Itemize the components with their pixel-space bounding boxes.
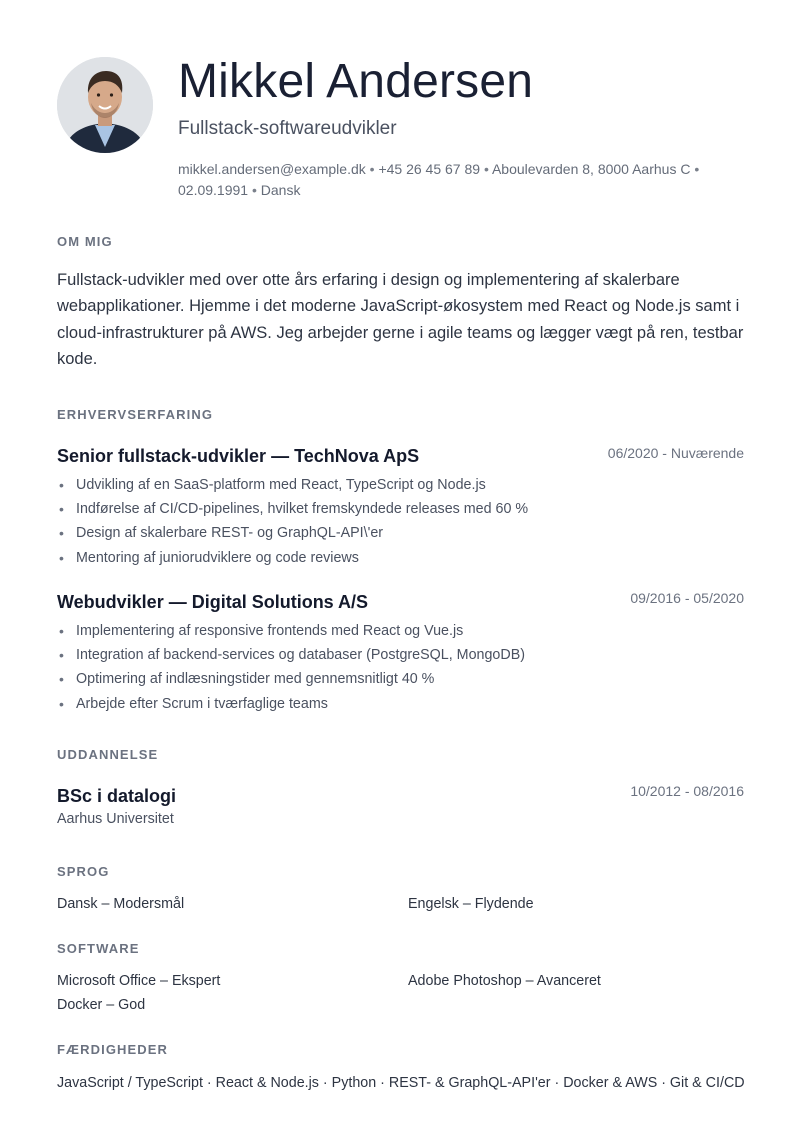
list-item (57, 548, 757, 572)
job-bullets (57, 475, 757, 572)
bullet-dot: • (59, 477, 64, 493)
phone-text: +45 26 45 67 89 (378, 161, 481, 177)
bullet-dot: • (59, 695, 64, 712)
list-item (57, 499, 757, 523)
email-text: mikkel.andersen@example.dk (178, 161, 366, 177)
bullet-dot: • (59, 647, 64, 664)
job-bullets (57, 621, 757, 718)
job-dates: 06/2020 - Nuværende (607, 445, 744, 461)
skills-text: JavaScript / TypeScript · React & Node.js · Python · REST- & GraphQL-API'er · Docker & AWS · Git & CI/CD (57, 1075, 745, 1091)
section-title-experience: ERHVERVSERFARING (57, 407, 214, 422)
bullet-dot: • (59, 549, 64, 566)
birthdate-text: 02.09.1991 (178, 182, 249, 198)
software-item: Docker – God (57, 997, 146, 1013)
bullet-text: Udvikling af en SaaS-platform med React, TypeScript og Node.js (76, 477, 486, 493)
bullet-dot: • (59, 671, 64, 688)
school-name: Aarhus Universitet (57, 811, 174, 827)
section-title-languages: SPROG (57, 864, 110, 879)
list-item (57, 669, 757, 693)
section-title-about: OM MIG (57, 234, 113, 249)
bullet-dot: • (59, 525, 64, 542)
job-dates: 09/2016 - 05/2020 (630, 590, 744, 606)
address-text: Aboulevarden 8, 8000 Aarhus C (491, 161, 691, 177)
bullet-text: Implementering af responsive frontends med React og Vue.js (76, 623, 464, 639)
separator: • (694, 161, 700, 177)
profile-photo (57, 57, 153, 153)
bullet-text: Arbejde efter Scrum i tværfaglige teams (76, 695, 328, 712)
nationality-text: Dansk (260, 182, 301, 198)
job-title: Senior fullstack-udvikler — TechNova ApS (57, 446, 420, 466)
separator: • (251, 182, 257, 198)
bullet-text: Integration af backend-services og databaser (PostgreSQL, MongoDB) (76, 647, 526, 664)
separator: • (369, 161, 375, 177)
language-item: Dansk – Modersmål (57, 896, 185, 912)
list-item (57, 621, 757, 645)
list-item (57, 694, 757, 718)
bullet-text: Mentoring af juniorudviklere og code reviews (76, 549, 359, 566)
candidate-name: Mikkel Andersen (178, 55, 534, 108)
education-dates: 10/2012 - 08/2016 (630, 783, 744, 799)
bullet-dot: • (59, 501, 64, 518)
job-title: Webudvikler — Digital Solutions A/S (57, 592, 369, 612)
section-title-software: SOFTWARE (57, 941, 140, 956)
software-item: Microsoft Office – Ekspert (57, 973, 221, 989)
bullet-text: Optimering af indlæsningstider med gennemsnitligt 40 % (76, 671, 435, 688)
language-item: Engelsk – Flydende (408, 896, 534, 912)
list-item (57, 645, 757, 669)
list-item (57, 475, 757, 499)
list-item (57, 523, 757, 547)
separator: • (483, 161, 489, 177)
bullet-text: Design af skalerbare REST- og GraphQL-API\'er (76, 525, 384, 542)
section-title-education: UDDANNELSE (57, 747, 159, 762)
bullet-text: Indførelse af CI/CD-pipelines, hvilket fremskyndede releases med 60 % (76, 501, 529, 518)
degree-title: BSc i datalogi (57, 786, 177, 806)
candidate-role: Fullstack-softwareudvikler (178, 118, 397, 139)
bullet-dot: • (59, 623, 64, 639)
software-item: Adobe Photoshop – Avanceret (408, 973, 601, 989)
about-text: Fullstack-udvikler med over otte års erfaring i design og implementering af skalerbare webapplikationer. Hjemme i det moderne JavaScript-økosystem med React og Node.js samt i cloud-infrastrukturer på AWS. Jeg arbejder gerne i agile teams og lægger vægt på ren, testbar kode. (57, 271, 744, 368)
section-title-skills: FÆRDIGHEDER (57, 1042, 169, 1057)
contact-info (178, 159, 758, 201)
